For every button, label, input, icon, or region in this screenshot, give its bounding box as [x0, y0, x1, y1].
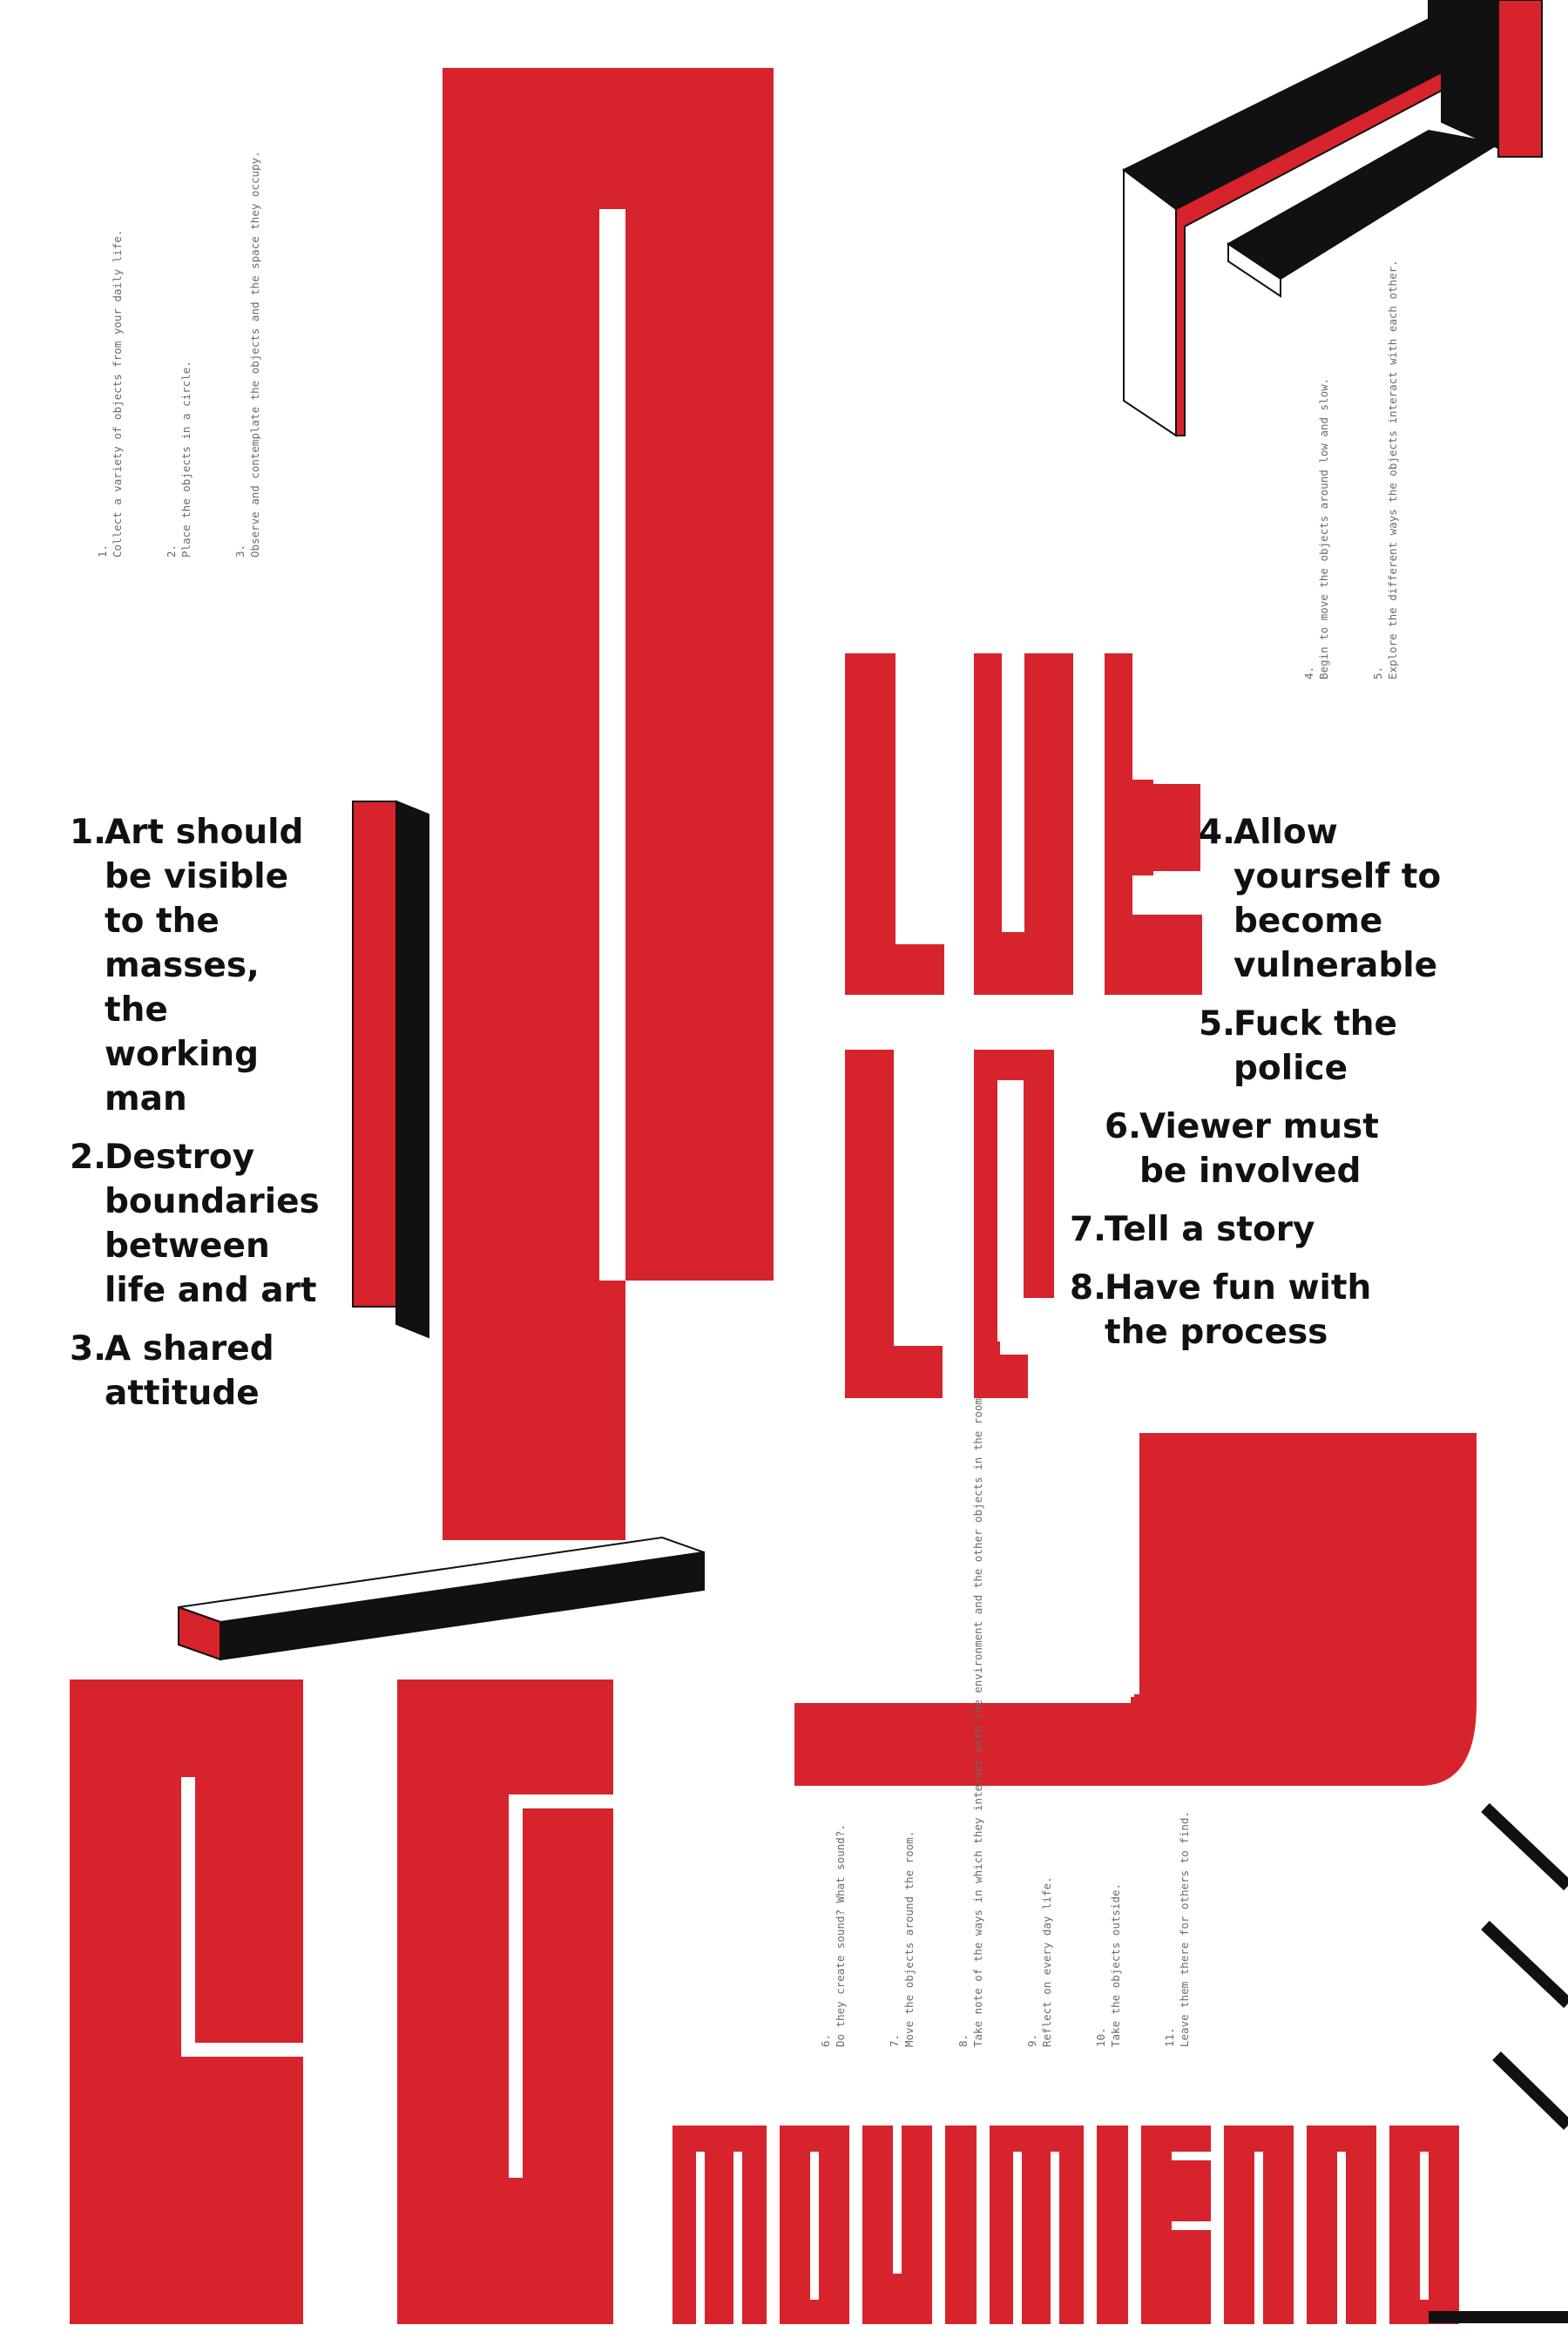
- principle-item: 5. Fuck the police: [1199, 1004, 1397, 1088]
- letter-f-notch: [625, 1281, 775, 1542]
- word-el: [70, 1680, 613, 2324]
- instructions-b: 4. Begin to move the objects around low and slow. 5. Explore the different ways the objects interact with each other.: [1302, 260, 1399, 679]
- principles-right: [1070, 810, 1488, 1369]
- principle-item: 2. Destroy boundaries between life and art: [70, 1138, 320, 1310]
- bar-corner-top-right: [1124, 0, 1542, 436]
- instructions-a: 1. Collect a variety of objects from your daily life. 2. Place the objects in a circle. 3. Observe and contemplate the objects and the space they occupy.: [96, 151, 261, 558]
- principle-item: 1. Art should be visible to the masses, the working man: [70, 813, 304, 1119]
- instructions-c: 6. Do they create sound? What sound?. 7. Move the objects around the room. 8. Take note of the ways in which they interact with the environment and the other objects in the room. 9. Reflect on every day life. 10. Take the objects outside. 11. Leave them there for others to find.: [819, 1391, 1191, 2047]
- principle-item: 4. Allow yourself to become vulnerable: [1199, 813, 1442, 985]
- principle-item: 6. Viewer must be involved: [1105, 1107, 1379, 1191]
- letter-f-cut: [599, 209, 625, 1281]
- principle-item: 3. A shared attitude: [70, 1329, 274, 1413]
- bar-vertical-left: [353, 801, 429, 1337]
- principle-item: 8. Have fun with the process: [1070, 1268, 1372, 1352]
- principles-left: [70, 810, 331, 1429]
- principle-item: 7. Tell a story: [1070, 1210, 1315, 1249]
- bar-diagonal-middle: [179, 1538, 704, 1659]
